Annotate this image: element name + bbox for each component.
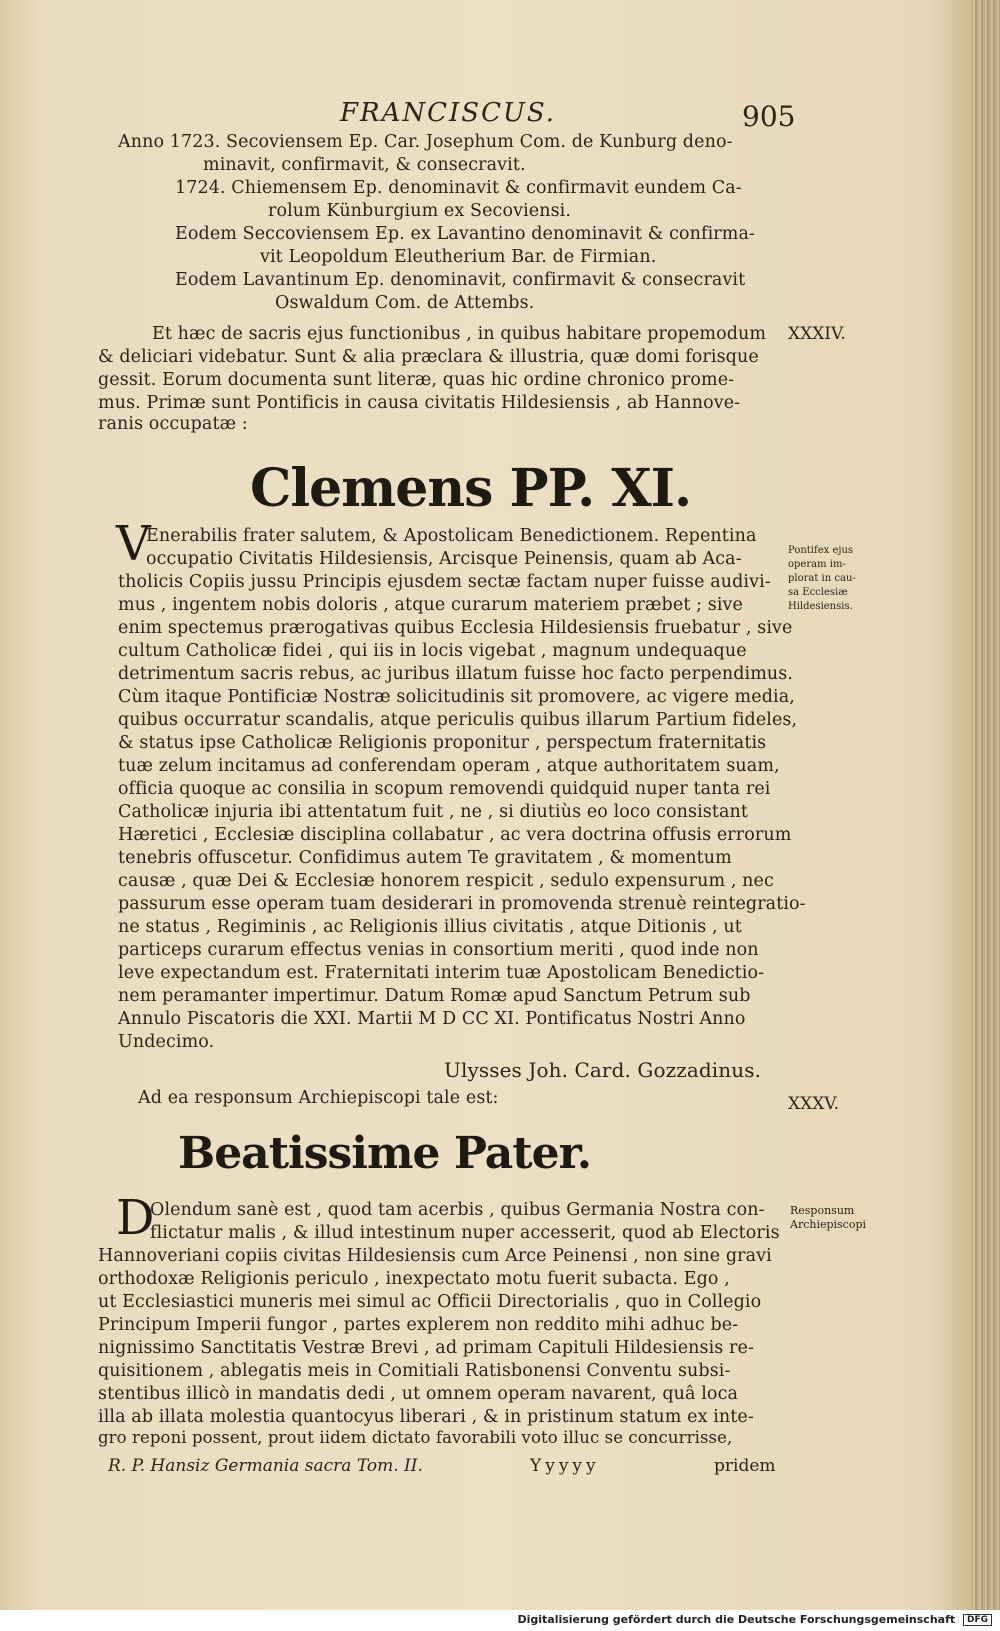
- letter-line: tuæ zelum incitamus ad conferendam operam , atque authoritatem suam,: [118, 756, 780, 776]
- letter-line: Hannoveriani copiis civitas Hildesiensis cum Arce Peinensi , non sine gravi: [98, 1246, 772, 1266]
- margin-note-line: Archiepiscopi: [790, 1218, 867, 1231]
- letter-line: ut Ecclesiastici muneris mei simul ac Officii Directorialis , quo in Collegio: [98, 1292, 762, 1312]
- letter-line: Hæretici , Ecclesiæ disciplina collabatur , ac vera doctrina offusis errorum: [118, 825, 792, 845]
- letter-title: Clemens PP. XI.: [250, 458, 692, 519]
- consecration-line: 1724. Chiemensem Ep. denominavit & confirmavit eundem Ca-: [175, 178, 742, 198]
- consecration-line: Anno 1723. Secoviensem Ep. Car. Josephum Com. de Kunburg deno-: [118, 132, 733, 152]
- intro-line: ranis occupatæ :: [98, 414, 248, 434]
- letter-line: Undecimo.: [118, 1032, 215, 1052]
- signature-mark: Yyyyy: [530, 1456, 600, 1476]
- page-number: 905: [742, 100, 796, 133]
- page-edge: [972, 0, 1000, 1631]
- letter-line: illa ab illata molestia quantocyus liberari , & in pristinum statum ex inte-: [98, 1407, 754, 1427]
- letter-line: Enerabilis frater salutem, & Apostolicam Benedictionem. Repentina: [146, 526, 757, 546]
- letter-line: leve expectandum est. Fraternitati interim tuæ Apostolicam Benedictio-: [118, 963, 765, 983]
- letter-line: occupatio Civitatis Hildesiensis, Arcisque Peinensis, quam ab Aca-: [146, 549, 742, 569]
- letter-line: ne status , Regiminis , ac Religionis illius civitatis , atque Ditionis , ut: [118, 917, 742, 937]
- letter-line: detrimentum sacris rebus, ac juribus illatum fuisse hoc facto perpendimus.: [118, 664, 794, 684]
- consecration-line: Oswaldum Com. de Attembs.: [275, 293, 535, 313]
- margin-note-line: operam im-: [788, 559, 846, 570]
- letter-line: Olendum sanè est , quod tam acerbis , quibus Germania Nostra con-: [150, 1200, 765, 1220]
- section-number: XXXIV.: [788, 324, 846, 344]
- margin-note-line: Responsum: [790, 1204, 855, 1217]
- running-head: FRANCISCUS.: [340, 98, 557, 128]
- letter-line: Catholicæ injuria ibi attentatum fuit , ne , si diutiùs eo loco consistant: [118, 802, 749, 822]
- dropcap: D: [116, 1190, 155, 1246]
- response-intro: Ad ea responsum Archiepiscopi tale est:: [138, 1088, 499, 1108]
- intro-line: gessit. Eorum documenta sunt literæ, quas hic ordine chronico prome-: [98, 370, 735, 390]
- margin-note-line: sa Ecclesiæ: [788, 587, 848, 598]
- letter-line: tenebris offuscetur. Confidimus autem Te gravitatem , & momentum: [118, 848, 732, 868]
- section-number: XXXV.: [788, 1094, 840, 1114]
- intro-line: & deliciari videbatur. Sunt & alia præclara & illustria, quæ domi forisque: [98, 347, 759, 367]
- letter-line: tholicis Copiis jussu Principis ejusdem sectæ factam nuper fuisse audivi-: [118, 572, 771, 592]
- footer-title: R. P. Hansiz Germania sacra Tom. II.: [108, 1456, 423, 1476]
- margin-note-line: plorat in cau-: [788, 573, 856, 584]
- letter-line: enim spectemus prærogativas quibus Ecclesia Hildesiensis fruebatur , sive: [118, 618, 793, 638]
- letter-line: Principum Imperii fungor , partes explerem non reddito mihi adhuc be-: [98, 1315, 739, 1335]
- signature: Ulysses Joh. Card. Gozzadinus.: [444, 1058, 762, 1082]
- intro-line: Et hæc de sacris ejus functionibus , in quibus habitare propemodum: [152, 324, 767, 344]
- letter-line: quibus occurratur scandalis, atque periculis quibus illarum Partium fideles,: [118, 710, 798, 730]
- dfg-logo: DFG: [963, 1614, 992, 1626]
- letter-line: officia quoque ac consilia in scopum removendi quidquid nuper tanta rei: [118, 779, 771, 799]
- digitization-notice: [517, 1613, 992, 1626]
- letter-line: flictatur malis , & illud intestinum nuper accesserit, quod ab Electoris: [150, 1223, 780, 1243]
- letter-line: & status ipse Catholicæ Religionis proponitur , perspectum fraternitatis: [118, 733, 767, 753]
- letter-line: stentibus illicò in mandatis dedi , ut omnem operam navarent, quâ loca: [98, 1384, 738, 1404]
- margin-note-2: [790, 1204, 866, 1232]
- letter-line: cultum Catholicæ fidei , qui iis in locis vigebat , magnum undequaque: [118, 641, 747, 661]
- letter-line: Annulo Piscatoris die XXI. Martii M D CC XI. Pontificatus Nostri Anno: [118, 1009, 746, 1029]
- letter-line: gro reponi possent, prout iidem dictato favorabili voto illuc se concurrisse,: [98, 1428, 733, 1447]
- letter-line: nignissimo Sanctitatis Vestræ Brevi , ad primam Capituli Hildesiensis re-: [98, 1338, 754, 1358]
- letter-line: particeps curarum effectus venias in consortium meriti , quod inde non: [118, 940, 759, 960]
- consecration-line: rolum Künburgium ex Secoviensi.: [268, 201, 572, 221]
- consecration-line: Eodem Lavantinum Ep. denominavit, confirmavit & consecravit: [175, 270, 746, 290]
- letter-line: orthodoxæ Religionis periculo , inexpectato motu fuerit subacta. Ego ,: [98, 1269, 730, 1289]
- consecration-line: vit Leopoldum Eleutherium Bar. de Firmian.: [260, 247, 657, 267]
- intro-line: mus. Primæ sunt Pontificis in causa civitatis Hildesiensis , ab Hannove-: [98, 393, 741, 413]
- digitization-text: Digitalisierung gefördert durch die Deutsche Forschungsgemeinschaft: [517, 1613, 956, 1626]
- consecration-line: minavit, confirmavit, & consecravit.: [203, 155, 526, 175]
- margin-note-line: Hildesiensis.: [788, 601, 853, 612]
- margin-note-line: Pontifex ejus: [788, 545, 854, 556]
- catchword: pridem: [714, 1456, 776, 1476]
- margin-note-1: [788, 544, 856, 614]
- dropcap: V: [116, 516, 151, 572]
- digitization-bar: [0, 1610, 1000, 1631]
- consecration-line: Eodem Seccoviensem Ep. ex Lavantino denominavit & confirma-: [175, 224, 756, 244]
- letter-line: nem peramanter impertimur. Datum Romæ apud Sanctum Petrum sub: [118, 986, 751, 1006]
- letter-line: quisitionem , ablegatis meis in Comitiali Ratisbonensi Conventu subsi-: [98, 1361, 731, 1381]
- letter-line: passurum esse operam tuam desiderari in promovenda strenuè reintegratio-: [118, 894, 806, 914]
- letter-title: Beatissime Pater.: [178, 1128, 592, 1179]
- letter-line: mus , ingentem nobis doloris , atque curarum materiem præbet ; sive: [118, 595, 743, 615]
- letter-line: Cùm itaque Pontificiæ Nostræ solicitudinis sit promovere, ac vigere media,: [118, 687, 795, 707]
- letter-line: causæ , quæ Dei & Ecclesiæ honorem respicit , sedulo expensurum , nec: [118, 871, 774, 891]
